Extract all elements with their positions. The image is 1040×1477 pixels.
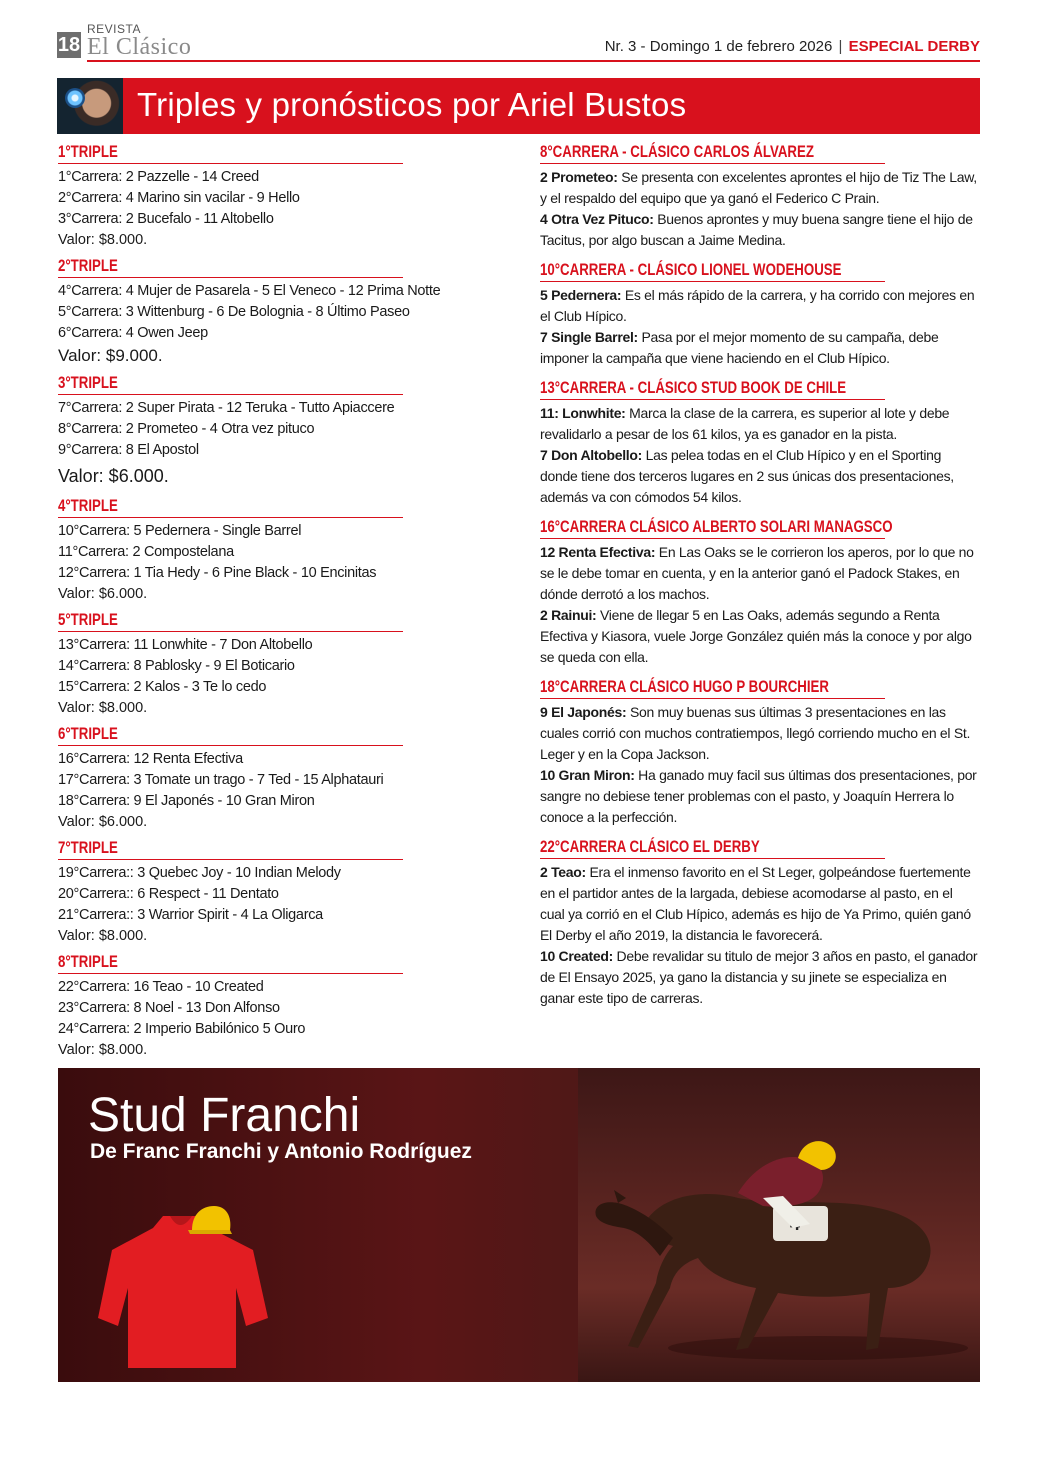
section-rule (540, 163, 885, 164)
section-rule (58, 277, 403, 278)
section-rule (540, 698, 885, 699)
section-rule (540, 281, 885, 282)
horse-name: 2 Prometeo: (540, 169, 618, 185)
page-title: Triples y pronósticos por Ariel Bustos (137, 86, 687, 123)
triple-line: 15°Carrera: 2 Kalos - 3 Te lo cedo (58, 679, 267, 695)
section-rule (58, 859, 403, 860)
triple-line: 21°Carrera:: 3 Warrior Spirit - 4 La Oligarca (58, 907, 323, 923)
horse-name: 4 Otra Vez Pituco: (540, 211, 654, 227)
race-pick (540, 765, 980, 828)
race-10 (540, 259, 980, 369)
race-22 (540, 836, 980, 1009)
race-pick (540, 209, 980, 251)
triple-valor: Valor: $8.000. (58, 1042, 148, 1058)
triple-line: 14°Carrera: 8 Pablosky - 9 El Boticario (58, 658, 295, 674)
horse-name: 10 Created: (540, 948, 613, 964)
pick-text: Marca la clase de la carrera, es superior al lote y debe revalidarlo a pesar de los 61 kilos, ya es ganador en la pista. (540, 405, 950, 442)
race-title: 18°CARRERA CLÁSICO HUGO P BOURCHIER (540, 677, 829, 696)
race-title: 10°CARRERA - CLÁSICO LIONEL WODEHOUSE (540, 260, 842, 279)
triple-6 (58, 723, 438, 833)
triple-valor: Valor: $8.000. (58, 232, 148, 248)
race-title: 8°CARRERA - CLÁSICO CARLOS ÁLVAREZ (540, 142, 814, 161)
race-pick (540, 946, 980, 1009)
race-pick (540, 167, 980, 209)
section-rule (540, 538, 885, 539)
stud-franchi-ad (58, 1068, 980, 1382)
pick-text: Viene de llegar 5 en Las Oaks, además segundo a Renta Efectiva y Kiasora, vuele Jorge González quién más la conoce y por algo se queda con ella. (540, 607, 972, 665)
triple-line: 24°Carrera: 2 Imperio Babilónico 5 Ouro (58, 1021, 306, 1037)
triple-line: 17°Carrera: 3 Tomate un trago - 7 Ted - 15 Alphatauri (58, 772, 384, 788)
section-rule (58, 163, 403, 164)
triple-2 (58, 255, 441, 368)
race-pick (540, 542, 980, 605)
pick-text: Debe revalidar su titulo de mejor 3 años en pasto, el ganador de El Ensayo 2025, ya gano la distancia y su jinete se especializa en ganar este tipo de carreras. (540, 948, 978, 1006)
triple-title: 7°TRIPLE (58, 838, 118, 857)
race-title: 22°CARRERA CLÁSICO EL DERBY (540, 837, 760, 856)
triple-line: 11°Carrera: 2 Compostelana (58, 544, 234, 560)
triple-line: 18°Carrera: 9 El Japonés - 10 Gran Miron (58, 793, 315, 809)
race-13 (540, 377, 980, 508)
triple-line: 12°Carrera: 1 Tia Hedy - 6 Pine Black - 10 Encinitas (58, 565, 377, 581)
triple-line: 23°Carrera: 8 Noel - 13 Don Alfonso (58, 1000, 280, 1016)
horse-name: 10 Gran Miron: (540, 767, 635, 783)
section-rule (58, 745, 403, 746)
triple-valor: Valor: $9.000. (58, 346, 163, 365)
triple-title: 3°TRIPLE (58, 373, 118, 392)
magazine-prefix: REVISTA (87, 22, 141, 36)
pick-text: Se presenta con excelentes aprontes el hijo de Tiz The Law, y el respaldo del equipo que ya ganó el Federico C Prain. (540, 169, 977, 206)
stud-name: Stud Franchi (88, 1089, 361, 1142)
triple-line: 22°Carrera: 16 Teao - 10 Created (58, 979, 264, 995)
racing-cap-icon (186, 1204, 234, 1240)
triple-line: 19°Carrera:: 3 Quebec Joy - 10 Indian Melody (58, 865, 341, 881)
pick-text: Buenos aprontes y muy buena sangre tiene el hijo de Tacitus, por algo buscan a Jaime Medina. (540, 211, 973, 248)
triple-5 (58, 609, 438, 719)
triple-title: 5°TRIPLE (58, 610, 118, 629)
triple-valor: Valor: $6.000. (58, 814, 148, 830)
author-photo (57, 78, 123, 134)
pick-text: Son muy buenas sus últimas 3 presentaciones en las cuales corrió con muchos contratiempos, llegó corriendo mucho en el St. Leger y en la Copa Jackson. (540, 704, 971, 762)
pick-text: En Las Oaks se le corrieron los aperos, por lo que no se le debe tomar en cuenta, y en la anterior ganó el Padock Stakes, en dónde derrotó a los machos. (540, 544, 974, 602)
race-8 (540, 141, 980, 251)
triple-line: 16°Carrera: 12 Renta Efectiva (58, 751, 243, 767)
triple-title: 6°TRIPLE (58, 724, 118, 743)
triple-valor: Valor: $8.000. (58, 700, 148, 716)
triple-title: 1°TRIPLE (58, 142, 118, 161)
race-title: 16°CARRERA CLÁSICO ALBERTO SOLARI MANAGSCO (540, 517, 893, 536)
triple-valor: Valor: $6.000. (58, 466, 169, 486)
triple-line: 20°Carrera:: 6 Respect - 11 Dentato (58, 886, 279, 902)
race-pick (540, 327, 980, 369)
race-pick (540, 702, 980, 765)
triple-7 (58, 837, 438, 947)
triple-title: 4°TRIPLE (58, 496, 118, 515)
horse-name: 12 Renta Efectiva: (540, 544, 656, 560)
triple-line: 10°Carrera: 5 Pedernera - Single Barrel (58, 523, 302, 539)
triples-column (58, 141, 441, 1065)
horse-name: 5 Pedernera: (540, 287, 622, 303)
section-rule (58, 517, 403, 518)
stud-owners: De Franc Franchi y Antonio Rodríguez (90, 1140, 472, 1163)
race-pick (540, 285, 980, 327)
page-header (57, 22, 980, 64)
issue-date: Nr. 3 - Domingo 1 de febrero 2026 (604, 38, 833, 55)
race-title: 13°CARRERA - CLÁSICO STUD BOOK DE CHILE (540, 378, 847, 397)
crystal-ball-icon (65, 88, 85, 108)
triple-valor: Valor: $6.000. (58, 586, 148, 602)
triple-title: 2°TRIPLE (58, 256, 118, 275)
triple-line: 9°Carrera: 8 El Apostol (58, 442, 199, 458)
horse-name: 9 El Japonés: (540, 704, 627, 720)
section-label: ESPECIAL DERBY (848, 38, 980, 55)
triple-line: 13°Carrera: 11 Lonwhite - 7 Don Altobello (58, 637, 313, 653)
triple-3 (58, 372, 438, 491)
horse-name: 2 Teao: (540, 864, 586, 880)
triple-line: 5°Carrera: 3 Wittenburg - 6 De Bolognia - 8 Último Paseo (58, 304, 410, 320)
header-rule (87, 60, 980, 62)
page-number: 18 (57, 34, 81, 56)
pick-text: Era el inmenso favorito en el St Leger, golpeándose fuertemente en el partidor antes de la largada, debiese acomodarse al pasto, en el cual ya corrió en el Club Hípico, además es hijo de Ya Primo, quién ganó El Derby el año 2019, la distancia le favorecerá. (540, 864, 971, 943)
races-column (540, 141, 980, 1017)
header-separator: | (838, 38, 843, 55)
race-pick (540, 605, 980, 668)
section-rule (58, 973, 403, 974)
race-pick (540, 862, 980, 946)
magazine-name: El Clásico (87, 34, 192, 60)
triple-8 (58, 951, 438, 1061)
triple-line: 3°Carrera: 2 Bucefalo - 11 Altobello (58, 211, 274, 227)
pick-text: Pasa por el mejor momento de su campaña, debe imponer la campaña que viene haciendo en el Club Hípico. (540, 329, 939, 366)
triple-1 (58, 141, 438, 251)
pick-text: Es el más rápido de la carrera, y ha corrido con mejores en el Club Hípico. (540, 287, 975, 324)
triple-line: 1°Carrera: 2 Pazzelle - 14 Creed (58, 169, 259, 185)
horse-name: 7 Don Altobello: (540, 447, 643, 463)
triple-line: 6°Carrera: 4 Owen Jeep (58, 325, 208, 341)
race-18 (540, 676, 980, 828)
racehorse-illustration (578, 1098, 978, 1378)
race-pick (540, 403, 980, 445)
triple-line: 2°Carrera: 4 Marino sin vacilar - 9 Hello (58, 190, 300, 206)
horse-name: 11: Lonwhite: (540, 405, 626, 421)
race-16 (540, 516, 980, 668)
section-rule (540, 399, 885, 400)
pick-text: Las pelea todas en el Club Hípico y en el Sporting donde tiene dos terceros lugares en 2 sus únicas dos presentaciones, además va con cómodos 54 kilos. (540, 447, 954, 505)
section-rule (540, 858, 885, 859)
pick-text: Ha ganado muy facil sus últimas dos presentaciones, por sangre no debiese tener problemas con el pasto, y Joaquín Herrera lo conoce a la perfección. (540, 767, 977, 825)
section-rule (58, 631, 403, 632)
triple-4 (58, 495, 438, 605)
horse-name: 2 Rainui: (540, 607, 597, 623)
title-banner (57, 78, 980, 134)
issue-line (605, 38, 980, 55)
triple-line: 4°Carrera: 4 Mujer de Pasarela - 5 El Veneco - 12 Prima Notte (58, 283, 441, 299)
triple-line: 7°Carrera: 2 Super Pirata - 12 Teruka - Tutto Apiaccere (58, 400, 395, 416)
section-rule (58, 394, 403, 395)
horse-name: 7 Single Barrel: (540, 329, 638, 345)
triple-valor: Valor: $8.000. (58, 928, 148, 944)
triple-title: 8°TRIPLE (58, 952, 118, 971)
triple-line: 8°Carrera: 2 Prometeo - 4 Otra vez pituco (58, 421, 315, 437)
race-pick (540, 445, 980, 508)
